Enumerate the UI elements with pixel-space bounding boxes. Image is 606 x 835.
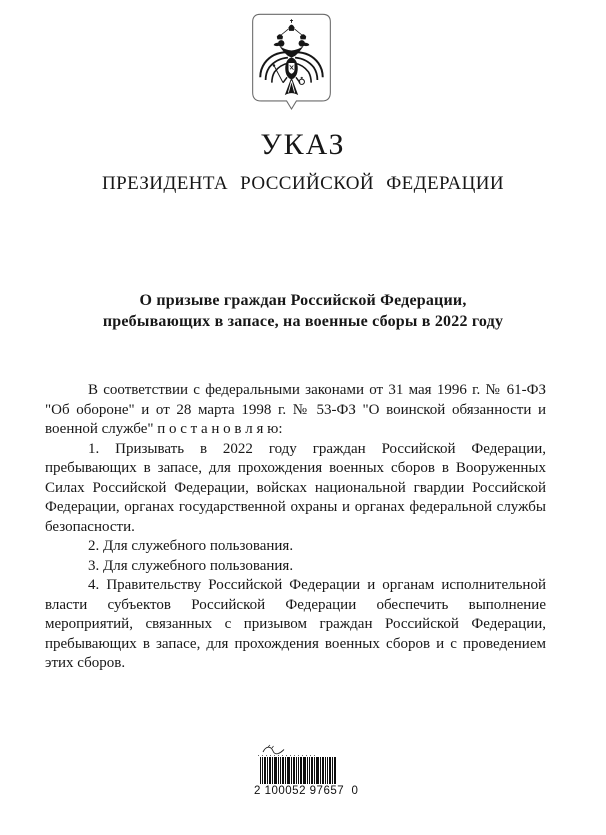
barcode [254,744,359,798]
document-heading [0,130,606,194]
document-title-line-1: О призыве граждан Российской Федерации, [139,292,467,309]
document-title-line-2: пребывающих в запасе, на военные сборы в 2022 году [102,313,504,330]
double-headed-eagle-icon [251,13,332,113]
barcode-bars [260,757,336,784]
document-body [45,381,546,674]
document-issuer: ПРЕЗИДЕНТА РОССИЙСКОЙ ФЕДЕРАЦИИ [102,173,504,194]
paragraph-preamble: В соответствии с федеральными законами от 31 мая 1996 г. № 61-ФЗ "Об обороне" и от 28 марта 1998 г. № 53-ФЗ "О воинской обязанности и военной службе" п о с т а н о в л я ю: [45,382,546,437]
barcode-digits: 2 100052 97657 0 [254,785,359,797]
paragraph-item-1: 1. Призывать в 2022 году граждан Российской Федерации, пребывающих в запасе, для прохождения военных сборов в Вооруженных Силах Российской Федерации, войсках национальной гвардии Российской Федерации, органах государственной охраны и органах федеральной службы безопасности. [45,440,546,535]
paragraph-item-2: 2. Для служебного пользования. [88,538,294,554]
stamp-mark-icon [256,744,322,757]
coat-of-arms [251,13,332,113]
paragraph-item-4: 4. Правительству Российской Федерации и органам исполнительной власти субъектов Российской Федерации обеспечить выполнение мероприятий, связанных с призывом граждан Российской Федерации, пребывающих в запасе, для прохождения военных сборов и с проведением этих сборов. [45,577,546,671]
document-kind: УКАЗ [260,128,346,161]
document-title [0,290,606,332]
paragraph-item-3: 3. Для служебного пользования. [88,557,294,574]
